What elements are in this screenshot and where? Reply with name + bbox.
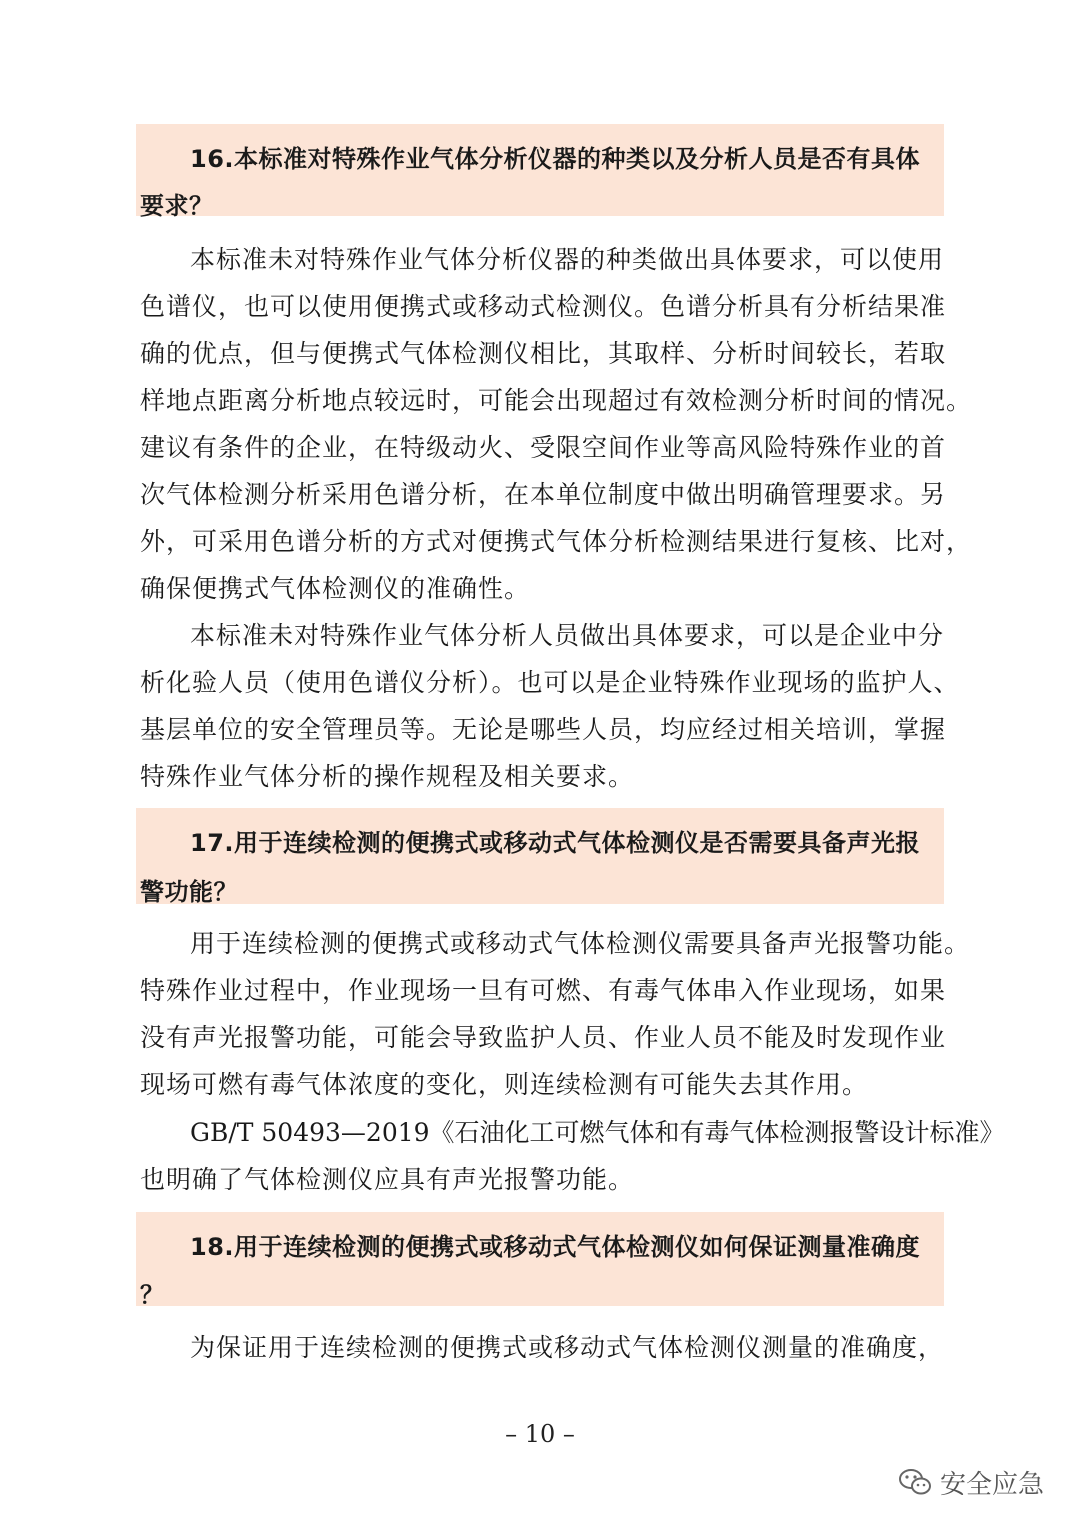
s17-p2-line-2: 也明确了气体检测仪应具有声光报警功能。 xyxy=(140,1165,635,1194)
question-17-line-2: 警功能？ xyxy=(140,878,238,906)
s16-p1-line-5: 建议有条件的企业，在特级动火、受限空间作业等高风险特殊作业的首 xyxy=(140,433,947,462)
question-16-highlight xyxy=(136,124,944,220)
s16-p2-line-2: 析化验人员（使用色谱仪分析）。也可以是企业特殊作业现场的监护人、 xyxy=(140,668,960,697)
question-16-line-2: 要求？ xyxy=(140,192,214,220)
s16-p1-line-1: 本标准未对特殊作业气体分析仪器的种类做出具体要求，可以使用 xyxy=(190,245,945,274)
question-17-highlight xyxy=(136,808,944,904)
question-18-highlight xyxy=(136,1212,944,1309)
s17-p1-line-1: 用于连续检测的便携式或移动式气体检测仪需要具备声光报警功能。 xyxy=(190,929,971,958)
s17-p1-line-2: 特殊作业过程中，作业现场一旦有可燃、有毒气体串入作业现场，如果 xyxy=(140,976,947,1005)
s16-p1-line-4: 样地点距离分析地点较远时，可能会出现超过有效检测分析时间的情况。 xyxy=(140,386,973,415)
page-number: – 10 – xyxy=(505,1420,575,1448)
question-18-line-2: ？ xyxy=(140,1281,165,1309)
s16-p2-line-1: 本标准未对特殊作业气体分析人员做出具体要求，可以是企业中分 xyxy=(190,621,945,650)
s16-p1-line-8: 确保便携式气体检测仪的准确性。 xyxy=(140,574,531,603)
question-18-line-1: 18.用于连续检测的便携式或移动式气体检测仪如何保证测量准确度 xyxy=(190,1233,921,1261)
question-16-line-1: 16.本标准对特殊作业气体分析仪器的种类以及分析人员是否有具体 xyxy=(190,145,921,173)
s16-p2-line-3: 基层单位的安全管理员等。无论是哪些人员，均应经过相关培训，掌握 xyxy=(140,715,947,744)
s17-p1-line-4: 现场可燃有毒气体浓度的变化，则连续检测有可能失去其作用。 xyxy=(140,1070,869,1099)
s17-p1-line-3: 没有声光报警功能，可能会导致监护人员、作业人员不能及时发现作业 xyxy=(140,1023,947,1052)
question-17-line-1: 17.用于连续检测的便携式或移动式气体检测仪是否需要具备声光报 xyxy=(190,829,921,857)
s16-p1-line-2: 色谱仪，也可以使用便携式或移动式检测仪。色谱分析具有分析结果准 xyxy=(140,292,947,321)
s16-p1-line-3: 确的优点，但与便携式气体检测仪相比，其取样、分析时间较长，若取 xyxy=(140,339,947,368)
wechat-icon xyxy=(898,1467,932,1497)
s16-p1-line-7: 外，可采用色谱分析的方式对便携式气体分析检测结果进行复核、比对， xyxy=(140,527,973,556)
s16-p1-line-6: 次气体检测分析采用色谱分析，在本单位制度中做出明确管理要求。另 xyxy=(140,480,947,509)
s17-p2-line-1: GB/T 50493—2019《石油化工可燃气体和有毒气体检测报警设计标准》 xyxy=(190,1118,1005,1147)
watermark xyxy=(898,1462,1044,1502)
s16-p2-line-4: 特殊作业气体分析的操作规程及相关要求。 xyxy=(140,762,635,791)
watermark-text: 安全应急 xyxy=(940,1469,1045,1500)
s18-p1-line-1: 为保证用于连续检测的便携式或移动式气体检测仪测量的准确度， xyxy=(190,1333,945,1362)
